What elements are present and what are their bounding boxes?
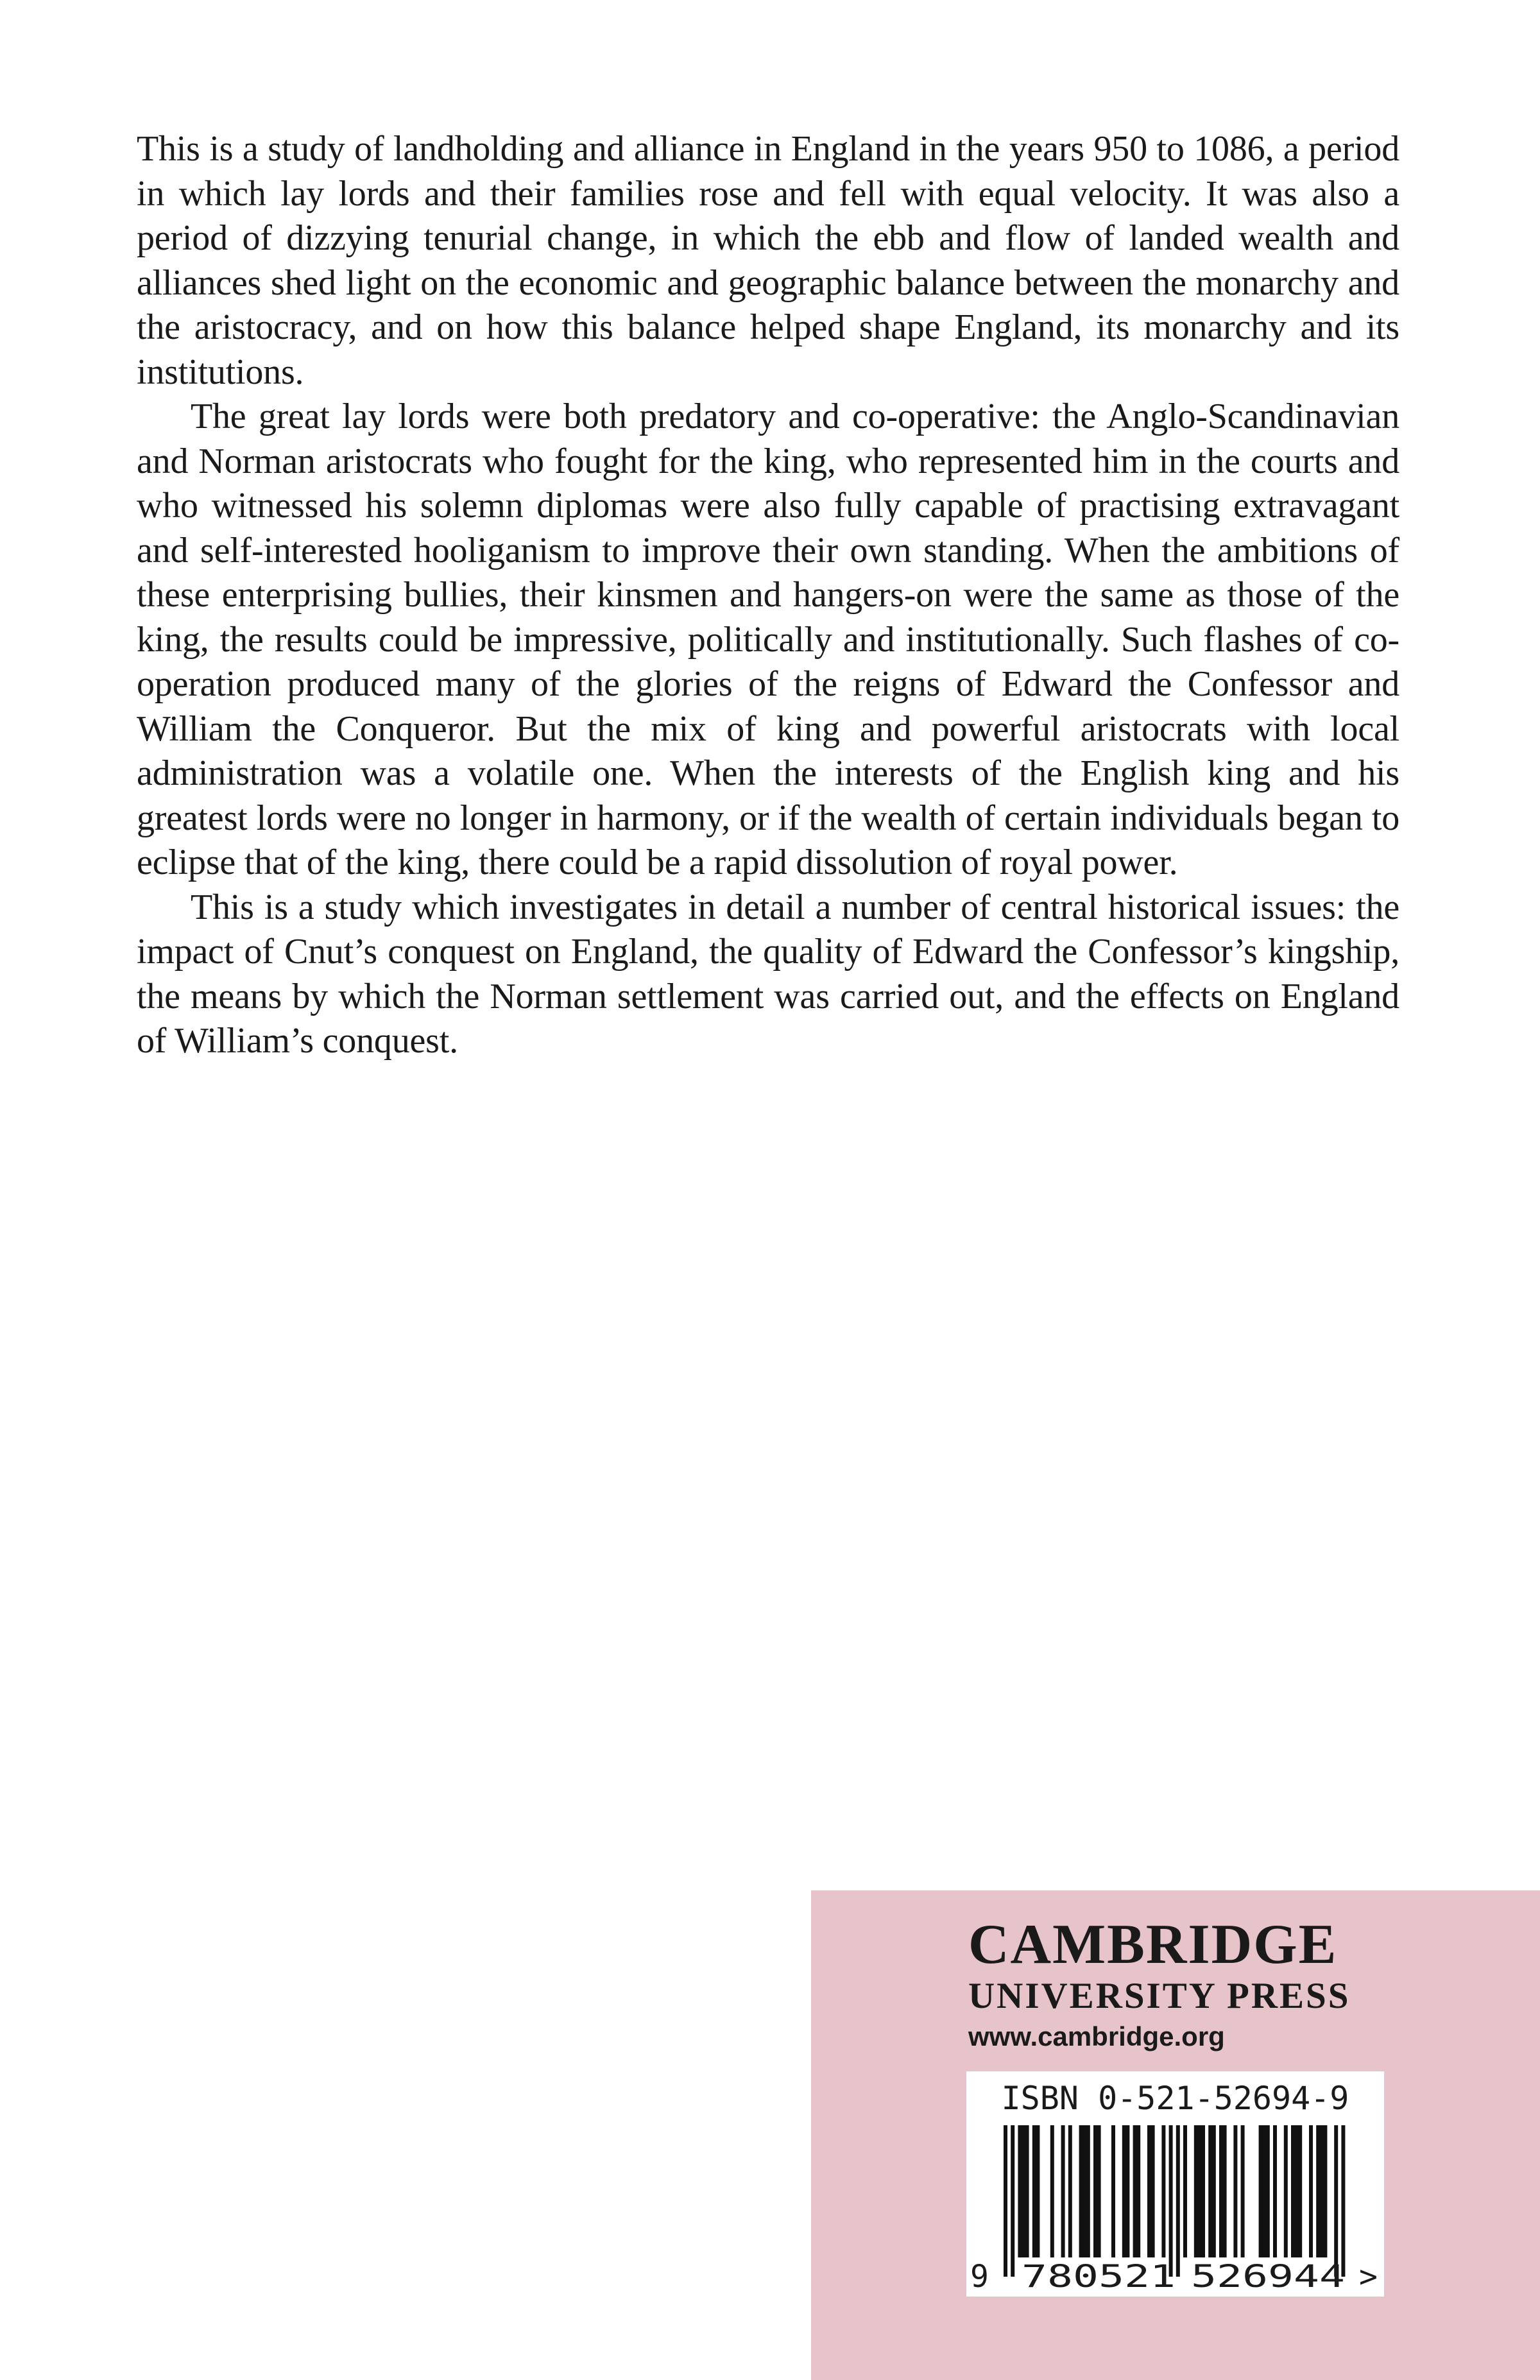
barcode-bar [1197,2125,1201,2257]
blurb-text [137,127,1399,1064]
barcode-left-digits: 780521 [1022,2259,1176,2295]
barcode-bar [1004,2125,1007,2277]
barcode-bar [1068,2125,1072,2257]
barcode-bar [1111,2125,1115,2257]
publisher-logo-name [968,1910,1337,1980]
barcode-bar [1212,2125,1216,2257]
barcode-bar [1201,2125,1205,2257]
barcode-bar [1125,2125,1129,2257]
barcode-bar [1032,2125,1036,2257]
barcode-bar [1309,2125,1313,2257]
barcode-bar [1025,2125,1029,2257]
barcode-bar [1133,2125,1137,2257]
barcode-bar [1295,2125,1299,2257]
blurb-paragraph-3: This is a study which investigates in detail a number of central historical issues: the impact of Cnut’s conquest on England, the quality of Edward the Confessor’s kingship, the means by which the Norman settlement was carried out, and the effects on England of William’s conquest. [137,887,1399,1061]
barcode-bar [1079,2125,1083,2257]
barcode-bar [1194,2125,1198,2257]
barcode-box [966,2071,1384,2297]
barcode-bar [1011,2125,1014,2277]
barcode-bar [1050,2125,1054,2257]
barcode-right-digits: 526944 [1191,2259,1345,2295]
barcode-bar [1259,2125,1263,2257]
barcode-bar [1316,2125,1320,2257]
barcode-bar [1151,2125,1155,2257]
barcode-bar [1241,2125,1245,2257]
publisher-website[interactable]: www.cambridge.org [968,2021,1225,2051]
barcode-bar [1086,2125,1090,2257]
barcode-bar [1136,2125,1140,2257]
barcode-bar [1022,2125,1025,2257]
barcode-bar [1097,2125,1101,2257]
barcode-bar [1334,2125,1338,2277]
barcode-bar [1183,2125,1187,2257]
barcode-bar [1266,2125,1270,2257]
barcode-bar [1298,2125,1302,2257]
barcode-graphic [966,2071,1384,2297]
isbn-label: ISBN 0-521-52694-9 [1001,2080,1349,2117]
barcode-bar [1147,2125,1151,2257]
blurb-paragraph-2: The great lay lords were both predatory and co-operative: the Anglo-Scandinavian and Norman aristocrats who fought for the king, who represented him in the courts and who witnessed his solemn diplomas were also fully capable of practising extravagant and self-interested hooliganism to improve their own standing. When the ambitions of these enterprising bullies, their kinsmen and hangers-on were the same as those of the king, the results could be impressive, politically and institutionally. Such flashes of co-operation produced many of the glories of the reigns of Edward the Confessor and William the Conqueror. But the mix of king and powerful aristocrats with local administration was a volatile one. When the interests of the English king and his greatest lords were no longer in harmony, or if the wealth of certain individuals began to eclipse that of the king, there could be a rapid dissolution of royal power. [137,397,1399,882]
barcode-bar [1122,2125,1126,2257]
blurb-paragraph-1: This is a study of landholding and alliance in England in the years 950 to 1086, a period in which lay lords and their families rose and fell with equal velocity. It was also a period of dizzying tenurial change, in which the ebb and flow of landed wealth and alliances shed light on the economic and geographic balance between the monarchy and the aristocracy, and on how this balance helped shape England, its monarchy and its institutions. [137,129,1399,392]
barcode-bar [1273,2125,1277,2257]
publisher-subtitle: UNIVERSITY PRESS [968,1976,1351,2016]
barcode-bar [1208,2125,1212,2257]
barcode-bars [1004,2125,1345,2277]
barcode-bar [1036,2125,1040,2257]
publisher-name: CAMBRIDGE [968,1913,1338,1976]
barcode-bar [1233,2125,1237,2257]
barcode-bar [1262,2125,1266,2257]
barcode-bar [1093,2125,1097,2257]
barcode-bar [1219,2125,1223,2257]
publisher-panel [811,1890,1540,2380]
barcode-bar [1082,2125,1086,2257]
barcode-bar [1018,2125,1022,2257]
barcode-lead-digit: 9 [970,2259,989,2295]
barcode-bar [1284,2125,1288,2257]
barcode-bar [1341,2125,1345,2277]
barcode-bar [1320,2125,1324,2257]
barcode-quiet-mark: > [1359,2259,1378,2295]
barcode-bar [1176,2125,1180,2277]
barcode-bar [1323,2125,1327,2257]
barcode-bar [1061,2125,1065,2257]
barcode-bar [1169,2125,1173,2277]
barcode-bar [1223,2125,1227,2257]
barcode-bar [1161,2125,1165,2257]
barcode-bar [1291,2125,1295,2257]
